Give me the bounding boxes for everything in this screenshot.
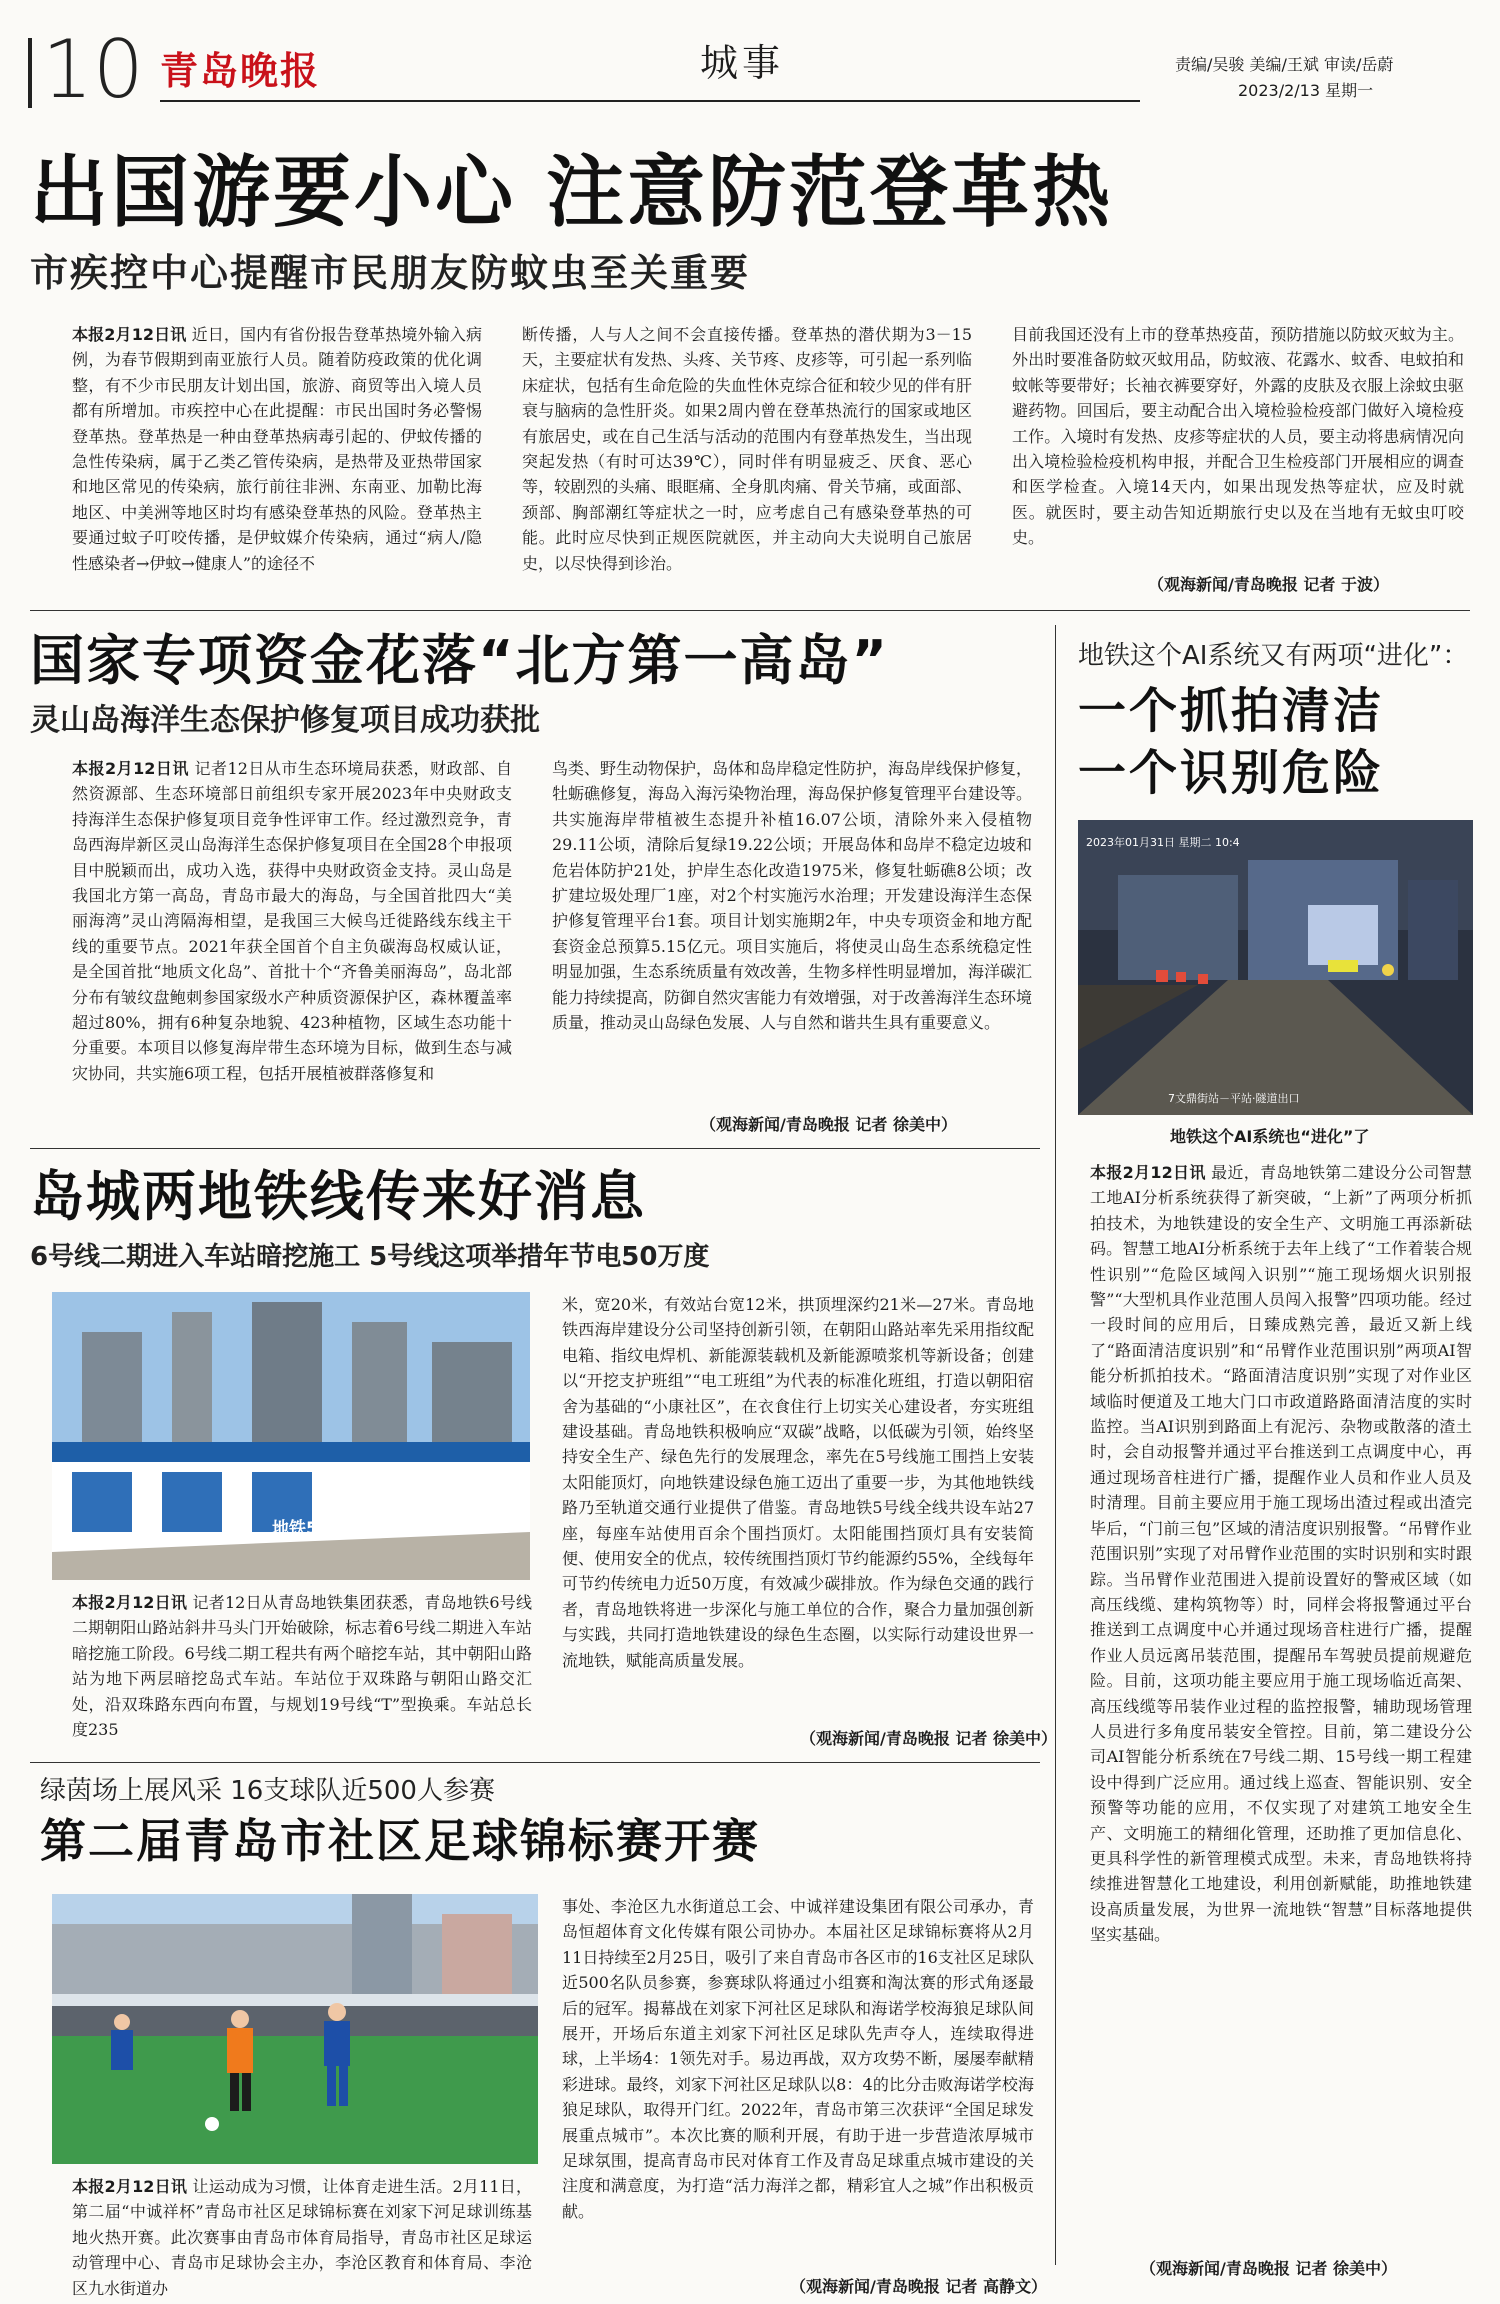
headline: 岛城两地铁线传来好消息 <box>30 1165 646 1228</box>
body-text: 本报2月12日讯 最近，青岛地铁第二建设分公司智慧工地AI分析系统获得了新突破，“上新”了两项分析抓拍技术，为地铁建设的安全生产、文明施工再添新砝码。智慧工地AI分析系统于去年上线了“工作着装合规性识别”“危险区域闯入识别”“施工现场烟火识别报警”“大型机具作业范围人员闯入报警”四项功能。经过一段时间的应用后，日臻成熟完善，最近又新上线了“路面清洁度识别”和“吊臂作业范围识别”两项AI智能分析抓拍技术。“路面清洁度识别”实现了对作业区域临时便道及工地大门口市政道路路面清洁度的实时监控。当AI识别到路面上有泥污、杂物或散落的渣土时，会自动报警并通过平台推送到工点调度中心，再通过现场音柱进行广播，提醒作业人员和作业人员及时清理。目前主要应用于施工现场出渣过程或出渣完毕后，“门前三包”区域的清洁度识别报警。“吊臂作业范围识别”实现了对吊臂作业范围的实时识别和实时跟踪。当吊臂作业范围进入提前设置好的警戒区域（如高压线缆、建构筑物等）时，同样会将报警通过平台推送到工点调度中心并通过现场音柱进行广播，提醒作业人员远离吊装范围，提醒吊车驾驶员提前规避危险。目前，这项功能主要应用于施工现场临近高架、高压线缆等吊装作业过程的监控报警，辅助现场管理人员进行多角度吊装安全管控。目前，第二建设分公司AI智能分析系统在7号线二期、15号线一期工程建设中得到广泛应用。通过线上巡查、智能识别、安全预警等功能的应用，不仅实现了对建筑工地安全生产、文明施工的精细化管理，还助推了更加信息化、更具科学性的新管理模式成型。未来，青岛地铁将持续推进智慧化工地建设，利用创新赋能，助推地铁建设高质量发展，为世界一流地铁“智慧”目标落地提供坚实基础。 <box>1090 1163 1472 1945</box>
football-match-photo <box>52 1894 538 2164</box>
dateline: 本报2月12日讯 <box>72 325 187 344</box>
body-column-1: 本报2月12日讯 记者12日从市生态环境局获悉，财政部、自然资源部、生态环境部日前组织专家开展2023年中央财政支持海洋生态保护修复项目竞争性评审工作。经过激烈竞争，青岛西海岸新区灵山岛海洋生态保护修复项目在全国28个申报项目中脱颖而出，成功入选，获得中央财政资金支持。灵山岛是我国北方第一高岛，青岛市最大的海岛，与全国首批四大“美丽海湾”灵山湾隔海相望，是我国三大候鸟迁徙路线东线主干线的重要节点。2021年获全国首个自主负碳海岛权威认证，是全国首批“地质文化岛”、首批十个“齐鲁美丽海岛”，岛北部分布有皱纹盘鲍刺参国家级水产种质资源保护区，森林覆盖率超过80%，拥有6种复杂地貌、423种植物，区域生态功能十分重要。本项目以修复海岸带生态环境为目标，做到生态与减灾协同，共实施6项工程，包括开展植被群落修复和 <box>72 759 512 1083</box>
masthead <box>0 0 1500 116</box>
body-column-3: 目前我国还没有上市的登革热疫苗，预防措施以防蚊灭蚊为主。外出时要准备防蚊灭蚊用品，防蚊液、花露水、蚊香、电蚊拍和蚊帐等要带好；长袖衣裤要穿好，外露的皮肤及衣服上涂蚊虫驱避药物。回国后，要主动配合出入境检验检疫部门做好入境检疫工作。入境时有发热、皮疹等症状的人员，要主动将患病情况向出入境检验检疫机构申报，并配合卫生检疫部门开展相应的调查和医学检查。入境14天内，如果出现发热等症状，应及时就医。就医时，要主动告知近期旅行史以及在当地有无蚊虫叮咬史。 <box>1012 325 1464 548</box>
photo-caption: 地铁这个AI系统也“进化”了 <box>1170 1127 1370 1146</box>
newspaper-logo: 青岛晚报 <box>160 48 321 93</box>
byline: （观海新闻/青岛晚报 记者 徐美中） <box>800 1729 1057 1748</box>
subheadline: 市疾控中心提醒市民朋友防蚊虫至关重要 <box>30 251 751 295</box>
body-column-2: 米，宽20米，有效站台宽12米，拱顶埋深约21米—27米。青岛地铁西海岸建设分公司坚持创新引领，在朝阳山路站率先采用指纹配电箱、指纹电焊机、新能源装载机及新能源喷浆机等新设备；创建以“开挖支护班组”“电工班组”为代表的标准化班组，打造以朝阳宿舍为基础的“小康社区”，在衣食住行上切实关心建设者，夯实班组建设基础。青岛地铁积极响应“双碳”战略，以低碳为引领，始终坚持安全生产、绿色先行的发展理念，率先在5号线施工围挡上安装太阳能顶灯，向地铁建设绿色施工迈出了重要一步，为其他地铁线路乃至轨道交通行业提供了借鉴。青岛地铁5号线全线共设车站27座，每座车站使用百余个围挡顶灯。太阳能围挡顶灯具有安装简便、使用安全的优点，较传统围挡顶灯节约能源约55%，全线每年可节约传统电力近50万度，有效减少碳排放。作为绿色交通的践行者，青岛地铁将进一步深化与施工单位的合作，聚合力量加强创新与实践，共同打造地铁建设的绿色生态圈，以实际行动建设世界一流地铁，赋能高质量发展。 <box>562 1295 1034 1670</box>
body-column-1: 本报2月12日讯 让运动成为习惯，让体育走进生活。2月11日，第二届“中诚祥杯”青岛市社区足球锦标赛在刘家下河足球训练基地火热开赛。此次赛事由青岛市体育局指导，青岛市社区足球运动管理中心、青岛市足球协会主办，李沧区教育和体育局、李沧区九水街道办 <box>72 2177 532 2298</box>
byline: （观海新闻/青岛晚报 记者 徐美中） <box>1140 2259 1397 2278</box>
masthead-rule <box>160 100 1140 102</box>
metro-construction-photo <box>52 1292 530 1580</box>
divider <box>30 1148 1040 1149</box>
kicker: 绿茵场上展风采 16支球队近500人参赛 <box>40 1776 495 1806</box>
body-column-1: 本报2月12日讯 记者12日从青岛地铁集团获悉，青岛地铁6号线二期朝阳山路站斜井马头门开始破除，标志着6号线二期进入车站暗挖施工阶段。6号线二期工程共有两个暗挖车站，其中朝阳山路站为地下两层暗挖岛式车站。车站位于双珠路与朝阳山路交汇处，沿双珠路东西向布置，与规划19号线“T”型换乘。车站总长度235 <box>72 1593 532 1740</box>
page-number: 10 <box>42 23 144 116</box>
body-column-2: 断传播，人与人之间不会直接传播。登革热的潜伏期为3－15天，主要症状有发热、头疼、关节疼、皮疹等，可引起一系列临床症状，包括有生命危险的失血性休克综合征和较少见的伴有肝衰与脑病的急性肝炎。如果2周内曾在登革热流行的国家或地区有旅居史，或在自己生活与活动的范围内有登革热发生，当出现突起发热（有时可达39℃），同时伴有明显疲乏、厌食、恶心等，较剧烈的头痛、眼眶痛、全身肌肉痛、骨关节痛，或面部、颈部、胸部潮红等症状之一时，应考虑自己有感染登革热的可能。此时应尽快到正规医院就医，并主动向大夫说明自己旅居史，以尽快得到诊治。 <box>522 325 972 573</box>
byline: （观海新闻/青岛晚报 记者 于波） <box>1148 575 1389 594</box>
editor-credits: 责编/吴骏 美编/王斌 审读/岳蔚 <box>1175 55 1394 74</box>
football-match-illustration <box>52 1894 538 2164</box>
headline-line-2: 一个识别危险 <box>1078 745 1385 801</box>
body-column-2: 事处、李沧区九水街道总工会、中诚祥建设集团有限公司承办，青岛恒超体育文化传媒有限公司协办。本届社区足球锦标赛将从2月11日持续至2月25日，吸引了来自青岛市各区市的16支社区足球队近500名队员参赛，参赛球队将通过小组赛和淘汰赛的形式角逐最后的冠军。揭幕战在刘家下河社区足球队和海诺学校海狼足球队间展开，开场后东道主刘家下河社区足球队先声夺人，连续取得进球，上半场4：1领先对手。易边再战，双方攻势不断，屡屡奉献精彩进球。最终，刘家下河社区足球队以8：4的比分击败海诺学校海狼足球队，取得开门红。2022年，青岛市第三次获评“全国足球发展重点城市”。本次比赛的顺利开展，有助于进一步营造浓厚城市足球氛围，提高青岛市民对体育工作及青岛足球重点城市建设的关注度和满意度，为打造“活力海洋之都，精彩宜人之城”作出积极贡献。 <box>562 1897 1034 2221</box>
divider <box>30 1762 1040 1763</box>
dateline: 本报2月12日讯 <box>72 759 189 778</box>
kicker: 地铁这个AI系统又有两项“进化”： <box>1078 641 1469 671</box>
surveillance-photo <box>1078 820 1473 1115</box>
headline: 第二届青岛市社区足球锦标赛开赛 <box>40 1814 760 1868</box>
body-column-2: 鸟类、野生动物保护，岛体和岛岸稳定性防护，海岛岸线保护修复，牡蛎礁修复，海岛入海污染物治理，海岛保护修复管理平台建设等。共实施海岸带植被生态提升补植16.07公顷，清除外来入侵植物29.11公顷，清除后复绿19.22公顷；开展岛体和岛岸不稳定边坡和危岩体防护21处，护岸生态化改造1975米，修复牡蛎礁8公顷；改扩建垃圾处理厂1座，对2个村实施污水治理；开发建设海洋生态保护修复管理平台1套。项目计划实施期2年，中央专项资金和地方配套资金总预算5.15亿元。项目实施后，将使灵山岛生态系统稳定性明显加强，生态系统质量有效改善，生物多样性明显增加，海洋碳汇能力持续提高，防御自然灾害能力有效增强，对于改善海洋生态环境质量，推动灵山岛绿色发展、人与自然和谐共生具有重要意义。 <box>552 759 1033 1033</box>
dateline: 本报2月12日讯 <box>72 2177 188 2196</box>
body-column-1: 本报2月12日讯 近日，国内有省份报告登革热境外输入病例，为春节假期到南亚旅行人员。随着防疫政策的优化调整，有不少市民朋友计划出国，旅游、商贸等出入境人员都有所增加。市疾控中心在此提醒：市民出国时务必警惕登革热。登革热是一种由登革热病毒引起的、伊蚊传播的急性传染病，属于乙类乙管传染病，是热带及亚热带国家和地区常见的传染病，旅行前往非洲、东南亚、加勒比海地区、中美洲等地区时均有感染登革热的风险。登革热主要通过蚊子叮咬传播，是伊蚊媒介传染病，通过“病人/隐性感染者→伊蚊→健康人”的途径不 <box>72 325 482 573</box>
byline: （观海新闻/青岛晚报 记者 高静文） <box>790 2277 1047 2296</box>
column-divider <box>1055 625 1056 2265</box>
headline: 出国游要小心 注意防范登革热 <box>30 148 1114 238</box>
headline-line-1: 一个抓拍清洁 <box>1078 683 1385 739</box>
surveillance-photo-illustration <box>1078 820 1473 1115</box>
headline: 国家专项资金花落“北方第一高岛” <box>30 629 889 692</box>
camera-location-label: 7文鼎街站－平站·隧道出口 <box>1168 1092 1300 1105</box>
divider <box>30 610 1470 611</box>
issue-date: 2023/2/13 星期一 <box>1238 81 1374 100</box>
subheadline: 6号线二期进入车站暗挖施工 5号线这项举措年节电50万度 <box>30 1242 710 1272</box>
dateline: 本报2月12日讯 <box>72 1593 188 1612</box>
photo-overlay-label: 地铁5号线节能举措 <box>272 1519 420 1539</box>
dateline: 本报2月12日讯 <box>1090 1163 1206 1182</box>
subheadline: 灵山岛海洋生态保护修复项目成功获批 <box>30 703 540 738</box>
byline: （观海新闻/青岛晚报 记者 徐美中） <box>700 1115 957 1134</box>
page-number-bar <box>28 38 32 108</box>
section-name: 城事 <box>700 41 785 85</box>
camera-timestamp: 2023年01月31日 星期二 10:4 <box>1086 836 1240 849</box>
